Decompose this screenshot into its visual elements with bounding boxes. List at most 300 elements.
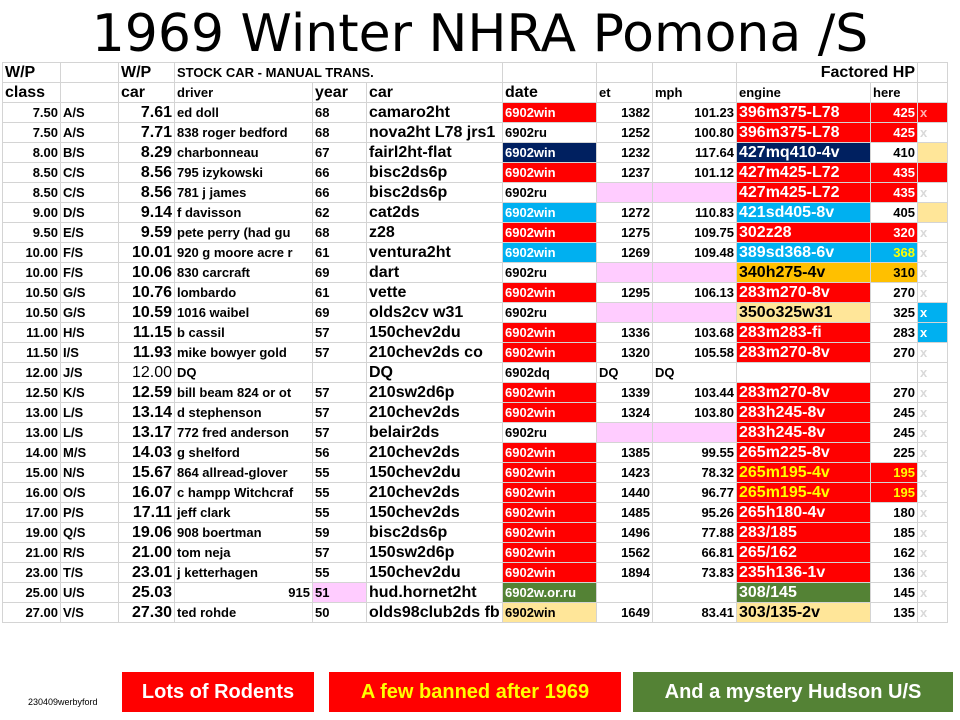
cell-wp-class: 27.00 (3, 603, 61, 623)
cell-flag: x (918, 323, 948, 343)
cell-et: DQ (597, 363, 653, 383)
cell-year: 55 (313, 503, 367, 523)
cell-class: A/S (61, 103, 119, 123)
cell-date: 6902dq (503, 363, 597, 383)
cell-class: M/S (61, 443, 119, 463)
cell-car: vette (367, 283, 503, 303)
cell-driver: ted rohde (175, 603, 313, 623)
header-driver: driver (175, 83, 313, 103)
header-year: year (313, 83, 367, 103)
header-section: STOCK CAR - MANUAL TRANS. (175, 63, 503, 83)
cell-wp-car: 8.56 (119, 163, 175, 183)
cell-car: 150chev2du (367, 323, 503, 343)
header-wp-class-1: W/P (3, 63, 61, 83)
cell-wp-class: 8.50 (3, 183, 61, 203)
cell-date: 6902ru (503, 303, 597, 323)
cell-driver: 772 fred anderson (175, 423, 313, 443)
cell-et: 1385 (597, 443, 653, 463)
table-row (3, 523, 948, 543)
credit-text: 230409werbyford (28, 697, 98, 707)
table-row (3, 543, 948, 563)
cell-year: 50 (313, 603, 367, 623)
note-box-hudson: And a mystery Hudson U/S (633, 672, 953, 712)
cell-wp-car: 9.14 (119, 203, 175, 223)
cell-class: C/S (61, 163, 119, 183)
cell-engine: 421sd405-8v (737, 203, 871, 223)
cell-mph: 101.23 (653, 103, 737, 123)
cell-year: 59 (313, 523, 367, 543)
cell-flag (918, 163, 948, 183)
cell-car: bisc2ds6p (367, 523, 503, 543)
cell-driver: bill beam 824 or ot (175, 383, 313, 403)
cell-car: olds2cv w31 (367, 303, 503, 323)
cell-driver: charbonneau (175, 143, 313, 163)
cell-class: C/S (61, 183, 119, 203)
cell-mph (653, 263, 737, 283)
cell-et (597, 303, 653, 323)
cell-mph: 77.88 (653, 523, 737, 543)
cell-hp: 325 (871, 303, 918, 323)
cell-date: 6902win (503, 523, 597, 543)
cell-date: 6902win (503, 203, 597, 223)
cell-year: 68 (313, 123, 367, 143)
cell-year: 55 (313, 463, 367, 483)
cell-wp-car: 7.71 (119, 123, 175, 143)
cell-engine: 350o325w31 (737, 303, 871, 323)
cell-date: 6902w.or.ru (503, 583, 597, 603)
cell-car: bisc2ds6p (367, 183, 503, 203)
table-row (3, 263, 948, 283)
cell-hp: 270 (871, 283, 918, 303)
cell-date: 6902win (503, 543, 597, 563)
cell-wp-car: 21.00 (119, 543, 175, 563)
cell-year: 51 (313, 583, 367, 603)
cell-flag: x (918, 123, 948, 143)
cell-wp-class: 19.00 (3, 523, 61, 543)
cell-wp-class: 21.00 (3, 543, 61, 563)
cell-date: 6902ru (503, 263, 597, 283)
cell-wp-class: 13.00 (3, 403, 61, 423)
cell-wp-car: 25.03 (119, 583, 175, 603)
table-row (3, 603, 948, 623)
cell-flag: x (918, 403, 948, 423)
cell-car: dart (367, 263, 503, 283)
cell-et (597, 183, 653, 203)
cell-wp-class: 7.50 (3, 103, 61, 123)
cell-et: 1272 (597, 203, 653, 223)
cell-year: 66 (313, 163, 367, 183)
cell-driver: 864 allread-glover (175, 463, 313, 483)
cell-wp-class: 9.00 (3, 203, 61, 223)
cell-engine: 389sd368-6v (737, 243, 871, 263)
cell-wp-car: 10.06 (119, 263, 175, 283)
cell-hp: 245 (871, 423, 918, 443)
cell-wp-class: 13.00 (3, 423, 61, 443)
cell-flag: x (918, 383, 948, 403)
table-row (3, 223, 948, 243)
table-row (3, 483, 948, 503)
cell-et: 1496 (597, 523, 653, 543)
cell-car: nova2ht L78 jrs1 (367, 123, 503, 143)
cell-date: 6902win (503, 283, 597, 303)
cell-class: P/S (61, 503, 119, 523)
cell-date: 6902win (503, 243, 597, 263)
cell-car: 150sw2d6p (367, 543, 503, 563)
cell-engine: 396m375-L78 (737, 103, 871, 123)
cell-date: 6902ru (503, 423, 597, 443)
cell-class: J/S (61, 363, 119, 383)
cell-date: 6902win (503, 563, 597, 583)
cell-et: 1339 (597, 383, 653, 403)
cell-wp-car: 23.01 (119, 563, 175, 583)
cell-car: 210chev2ds (367, 443, 503, 463)
cell-date: 6902ru (503, 123, 597, 143)
cell-flag: x (918, 543, 948, 563)
cell-mph: 117.64 (653, 143, 737, 163)
cell-driver: 920 g moore acre r (175, 243, 313, 263)
cell-year: 55 (313, 563, 367, 583)
cell-date: 6902ru (503, 183, 597, 203)
cell-mph: 103.80 (653, 403, 737, 423)
table-row (3, 403, 948, 423)
cell-et: 1423 (597, 463, 653, 483)
cell-hp: 180 (871, 503, 918, 523)
cell-car: 150chev2ds (367, 503, 503, 523)
cell-wp-car: 13.17 (119, 423, 175, 443)
cell-et: 1275 (597, 223, 653, 243)
cell-class: G/S (61, 303, 119, 323)
cell-date: 6902win (503, 103, 597, 123)
cell-engine: 265m195-4v (737, 463, 871, 483)
cell-wp-car: 8.29 (119, 143, 175, 163)
cell-year: 69 (313, 303, 367, 323)
header-et: et (597, 83, 653, 103)
table-row (3, 343, 948, 363)
cell-flag: x (918, 103, 948, 123)
cell-mph: 99.55 (653, 443, 737, 463)
cell-hp: 310 (871, 263, 918, 283)
cell-flag (918, 203, 948, 223)
header-wp-car-2: car (119, 83, 175, 103)
cell-flag: x (918, 263, 948, 283)
cell-wp-class: 10.50 (3, 303, 61, 323)
cell-et: 1269 (597, 243, 653, 263)
cell-class: F/S (61, 243, 119, 263)
cell-year: 57 (313, 383, 367, 403)
cell-et: 1485 (597, 503, 653, 523)
cell-wp-car: 13.14 (119, 403, 175, 423)
cell-wp-car: 11.93 (119, 343, 175, 363)
cell-driver: ed doll (175, 103, 313, 123)
cell-hp: 225 (871, 443, 918, 463)
cell-car: 210chev2ds (367, 483, 503, 503)
cell-year: 55 (313, 483, 367, 503)
cell-engine: 283/185 (737, 523, 871, 543)
cell-flag: x (918, 423, 948, 443)
cell-hp: 368 (871, 243, 918, 263)
cell-wp-car: 10.76 (119, 283, 175, 303)
cell-hp: 425 (871, 103, 918, 123)
cell-wp-car: 14.03 (119, 443, 175, 463)
cell-wp-car: 19.06 (119, 523, 175, 543)
cell-mph: 109.75 (653, 223, 737, 243)
cell-flag: x (918, 523, 948, 543)
cell-date: 6902win (503, 483, 597, 503)
cell-engine: 265h180-4v (737, 503, 871, 523)
cell-wp-class: 10.00 (3, 243, 61, 263)
cell-engine: 427m425-L72 (737, 163, 871, 183)
cell-year: 57 (313, 543, 367, 563)
cell-year: 66 (313, 183, 367, 203)
table-row (3, 323, 948, 343)
cell-wp-car: 11.15 (119, 323, 175, 343)
cell-mph: 106.13 (653, 283, 737, 303)
cell-mph: 96.77 (653, 483, 737, 503)
cell-wp-class: 17.00 (3, 503, 61, 523)
cell-engine: 283m283-fi (737, 323, 871, 343)
header-car: car (367, 83, 503, 103)
header-engine: engine (737, 83, 871, 103)
results-rows (3, 103, 948, 623)
cell-class: B/S (61, 143, 119, 163)
cell-wp-car: 27.30 (119, 603, 175, 623)
cell-date: 6902win (503, 223, 597, 243)
cell-hp: 135 (871, 603, 918, 623)
cell-driver: 915 (175, 583, 313, 603)
cell-class: O/S (61, 483, 119, 503)
cell-wp-car: 10.01 (119, 243, 175, 263)
cell-et: 1649 (597, 603, 653, 623)
cell-class: I/S (61, 343, 119, 363)
cell-year: 57 (313, 323, 367, 343)
table-row (3, 423, 948, 443)
cell-wp-class: 12.00 (3, 363, 61, 383)
cell-mph: 73.83 (653, 563, 737, 583)
cell-driver: j ketterhagen (175, 563, 313, 583)
cell-year: 68 (313, 223, 367, 243)
page-title: 1969 Winter NHRA Pomona /S (91, 4, 869, 64)
cell-wp-car: 12.59 (119, 383, 175, 403)
cell-engine: 283m270-8v (737, 383, 871, 403)
cell-year: 62 (313, 203, 367, 223)
note-box-banned: A few banned after 1969 (329, 672, 621, 712)
cell-flag: x (918, 303, 948, 323)
cell-year: 68 (313, 103, 367, 123)
cell-driver: lombardo (175, 283, 313, 303)
cell-flag: x (918, 223, 948, 243)
cell-driver: 908 boertman (175, 523, 313, 543)
table-row (3, 583, 948, 603)
cell-hp: 270 (871, 343, 918, 363)
cell-car: ventura2ht (367, 243, 503, 263)
cell-driver: mike bowyer gold (175, 343, 313, 363)
cell-hp: 435 (871, 163, 918, 183)
cell-flag: x (918, 603, 948, 623)
table-row (3, 183, 948, 203)
cell-engine: 283h245-8v (737, 423, 871, 443)
cell-engine: 308/145 (737, 583, 871, 603)
cell-driver: 781 j james (175, 183, 313, 203)
table-row (3, 243, 948, 263)
cell-et: 1894 (597, 563, 653, 583)
table-row (3, 283, 948, 303)
table-row (3, 383, 948, 403)
cell-flag: x (918, 243, 948, 263)
cell-class: E/S (61, 223, 119, 243)
table-row (3, 103, 948, 123)
results-table (2, 62, 948, 623)
cell-car: 150chev2du (367, 563, 503, 583)
cell-wp-class: 25.00 (3, 583, 61, 603)
cell-date: 6902win (503, 403, 597, 423)
cell-flag: x (918, 583, 948, 603)
cell-flag: x (918, 343, 948, 363)
cell-engine: 283m270-8v (737, 283, 871, 303)
cell-et: 1382 (597, 103, 653, 123)
cell-class: T/S (61, 563, 119, 583)
cell-et (597, 583, 653, 603)
header-row-2 (3, 83, 948, 103)
cell-mph (653, 423, 737, 443)
cell-class: K/S (61, 383, 119, 403)
cell-class: D/S (61, 203, 119, 223)
cell-hp: 283 (871, 323, 918, 343)
table-row (3, 563, 948, 583)
cell-engine: 265/162 (737, 543, 871, 563)
header-here: here (871, 83, 918, 103)
cell-engine: 235h136-1v (737, 563, 871, 583)
cell-wp-class: 7.50 (3, 123, 61, 143)
cell-date: 6902win (503, 443, 597, 463)
cell-flag: x (918, 183, 948, 203)
cell-driver: d stephenson (175, 403, 313, 423)
cell-engine: 283m270-8v (737, 343, 871, 363)
cell-class: G/S (61, 283, 119, 303)
table-row (3, 143, 948, 163)
cell-hp: 136 (871, 563, 918, 583)
cell-class: F/S (61, 263, 119, 283)
cell-date: 6902win (503, 603, 597, 623)
cell-flag: x (918, 443, 948, 463)
header-date: date (503, 83, 597, 103)
cell-mph (653, 303, 737, 323)
header-row-1 (3, 63, 948, 83)
cell-wp-car: 15.67 (119, 463, 175, 483)
cell-engine: 302z28 (737, 223, 871, 243)
cell-wp-class: 8.00 (3, 143, 61, 163)
cell-et (597, 423, 653, 443)
cell-flag: x (918, 503, 948, 523)
cell-driver: 1016 waibel (175, 303, 313, 323)
cell-wp-class: 10.00 (3, 263, 61, 283)
cell-et: 1562 (597, 543, 653, 563)
cell-wp-car: 8.56 (119, 183, 175, 203)
cell-car: z28 (367, 223, 503, 243)
cell-driver: pete perry (had gu (175, 223, 313, 243)
cell-engine: 427m425-L72 (737, 183, 871, 203)
cell-engine: 283h245-8v (737, 403, 871, 423)
cell-class: L/S (61, 403, 119, 423)
cell-engine: 265m225-8v (737, 443, 871, 463)
cell-year: 61 (313, 283, 367, 303)
cell-class: R/S (61, 543, 119, 563)
table-row (3, 203, 948, 223)
cell-hp: 162 (871, 543, 918, 563)
cell-driver: 830 carcraft (175, 263, 313, 283)
cell-mph: 78.32 (653, 463, 737, 483)
cell-driver: g shelford (175, 443, 313, 463)
cell-et: 1440 (597, 483, 653, 503)
cell-et (597, 263, 653, 283)
cell-car: 210chev2ds co (367, 343, 503, 363)
cell-mph: 101.12 (653, 163, 737, 183)
cell-year: 57 (313, 343, 367, 363)
cell-flag (918, 143, 948, 163)
cell-car: bisc2ds6p (367, 163, 503, 183)
cell-car: cat2ds (367, 203, 503, 223)
cell-hp: 195 (871, 463, 918, 483)
cell-wp-car: 10.59 (119, 303, 175, 323)
cell-mph (653, 583, 737, 603)
cell-year: 61 (313, 243, 367, 263)
cell-class: U/S (61, 583, 119, 603)
cell-driver: tom neja (175, 543, 313, 563)
cell-hp: 145 (871, 583, 918, 603)
cell-driver: f davisson (175, 203, 313, 223)
cell-hp: 405 (871, 203, 918, 223)
cell-hp: 270 (871, 383, 918, 403)
cell-mph: 95.26 (653, 503, 737, 523)
cell-mph: DQ (653, 363, 737, 383)
cell-date: 6902win (503, 323, 597, 343)
cell-et: 1295 (597, 283, 653, 303)
cell-wp-class: 8.50 (3, 163, 61, 183)
table-row (3, 303, 948, 323)
cell-date: 6902win (503, 163, 597, 183)
cell-engine: 396m375-L78 (737, 123, 871, 143)
cell-engine: 340h275-4v (737, 263, 871, 283)
cell-wp-car: 16.07 (119, 483, 175, 503)
cell-car: 210sw2d6p (367, 383, 503, 403)
cell-et: 1324 (597, 403, 653, 423)
cell-driver: 795 izykowski (175, 163, 313, 183)
table-row (3, 503, 948, 523)
cell-date: 6902win (503, 463, 597, 483)
cell-year (313, 363, 367, 383)
cell-year: 69 (313, 263, 367, 283)
cell-wp-class: 23.00 (3, 563, 61, 583)
cell-hp: 185 (871, 523, 918, 543)
cell-car: 150chev2du (367, 463, 503, 483)
cell-mph: 105.58 (653, 343, 737, 363)
cell-date: 6902win (503, 503, 597, 523)
cell-driver: 838 roger bedford (175, 123, 313, 143)
cell-mph: 110.83 (653, 203, 737, 223)
cell-date: 6902win (503, 383, 597, 403)
cell-class: V/S (61, 603, 119, 623)
cell-date: 6902win (503, 143, 597, 163)
cell-hp: 245 (871, 403, 918, 423)
cell-wp-car: 7.61 (119, 103, 175, 123)
cell-class: N/S (61, 463, 119, 483)
cell-wp-class: 9.50 (3, 223, 61, 243)
cell-date: 6902win (503, 343, 597, 363)
cell-et: 1232 (597, 143, 653, 163)
cell-hp: 435 (871, 183, 918, 203)
cell-flag: x (918, 483, 948, 503)
cell-driver: jeff clark (175, 503, 313, 523)
cell-driver: b cassil (175, 323, 313, 343)
